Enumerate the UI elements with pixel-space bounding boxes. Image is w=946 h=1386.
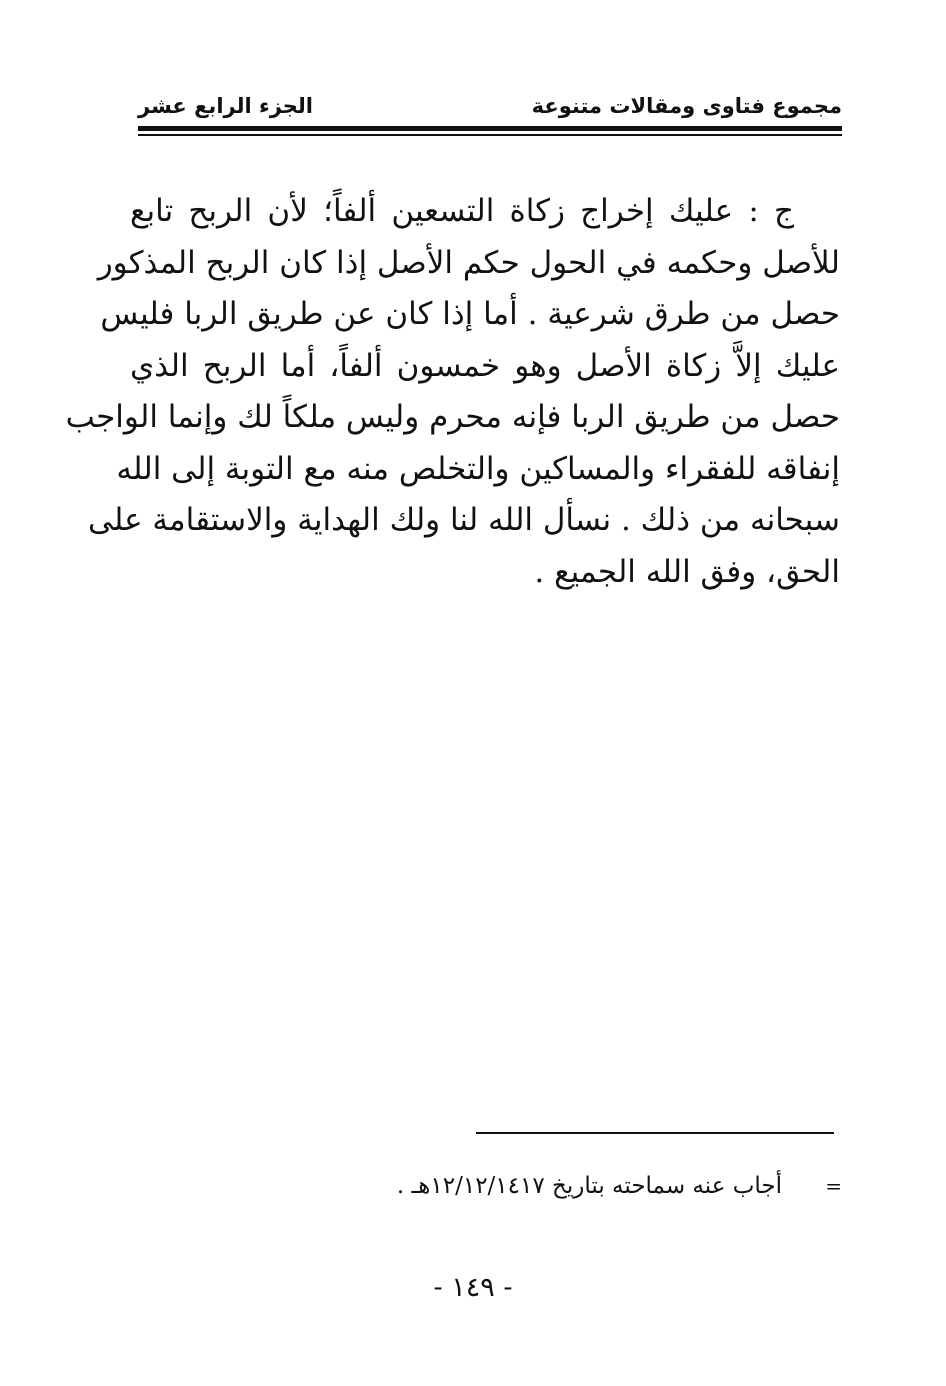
text-line: سبحانه من ذلك . نسأل الله لنا ولك الهداية والاستقامة على (87, 502, 840, 538)
header-book-title: مجموع فتاوى ومقالات متنوعة (531, 94, 842, 118)
answer-paragraph (65, 186, 841, 598)
text-line: إنفاقه للفقراء والمساكين والتخلص منه مع التوبة إلى الله (116, 450, 840, 487)
text-line: ج : عليك إخراج زكاة التسعين ألفاً؛ لأن الربح تابع (130, 193, 794, 229)
page-number: - ١٤٩ - (433, 1272, 513, 1303)
footnote (330, 1166, 842, 1206)
running-header (138, 92, 842, 126)
text-line: عليك إلاَّ زكاة الأصل وهو خمسون ألفاً، أما الربح الذي (130, 347, 841, 384)
text-line: حصل من طريق الربا فإنه محرم وليس ملكاً لك وإنما الواجب (65, 399, 840, 435)
footnote-text: أجاب عنه سماحته بتاريخ ١٢/١٢/١٤١٧هـ . (396, 1173, 782, 1199)
footnote-mark: = (825, 1174, 842, 1198)
header-rule-thin (138, 134, 842, 136)
text-line: حصل من طرق شرعية . أما إذا كان عن طريق الربا فليس (100, 296, 840, 332)
text-line: الحق، وفق الله الجميع . (534, 553, 840, 590)
header-rule-thick (138, 126, 842, 131)
header-volume: الجزء الرابع عشر (138, 94, 313, 118)
footnote-separator (476, 1132, 834, 1134)
text-line: للأصل وحكمه في الحول حكم الأصل إذا كان الربح المذكور (97, 244, 840, 281)
